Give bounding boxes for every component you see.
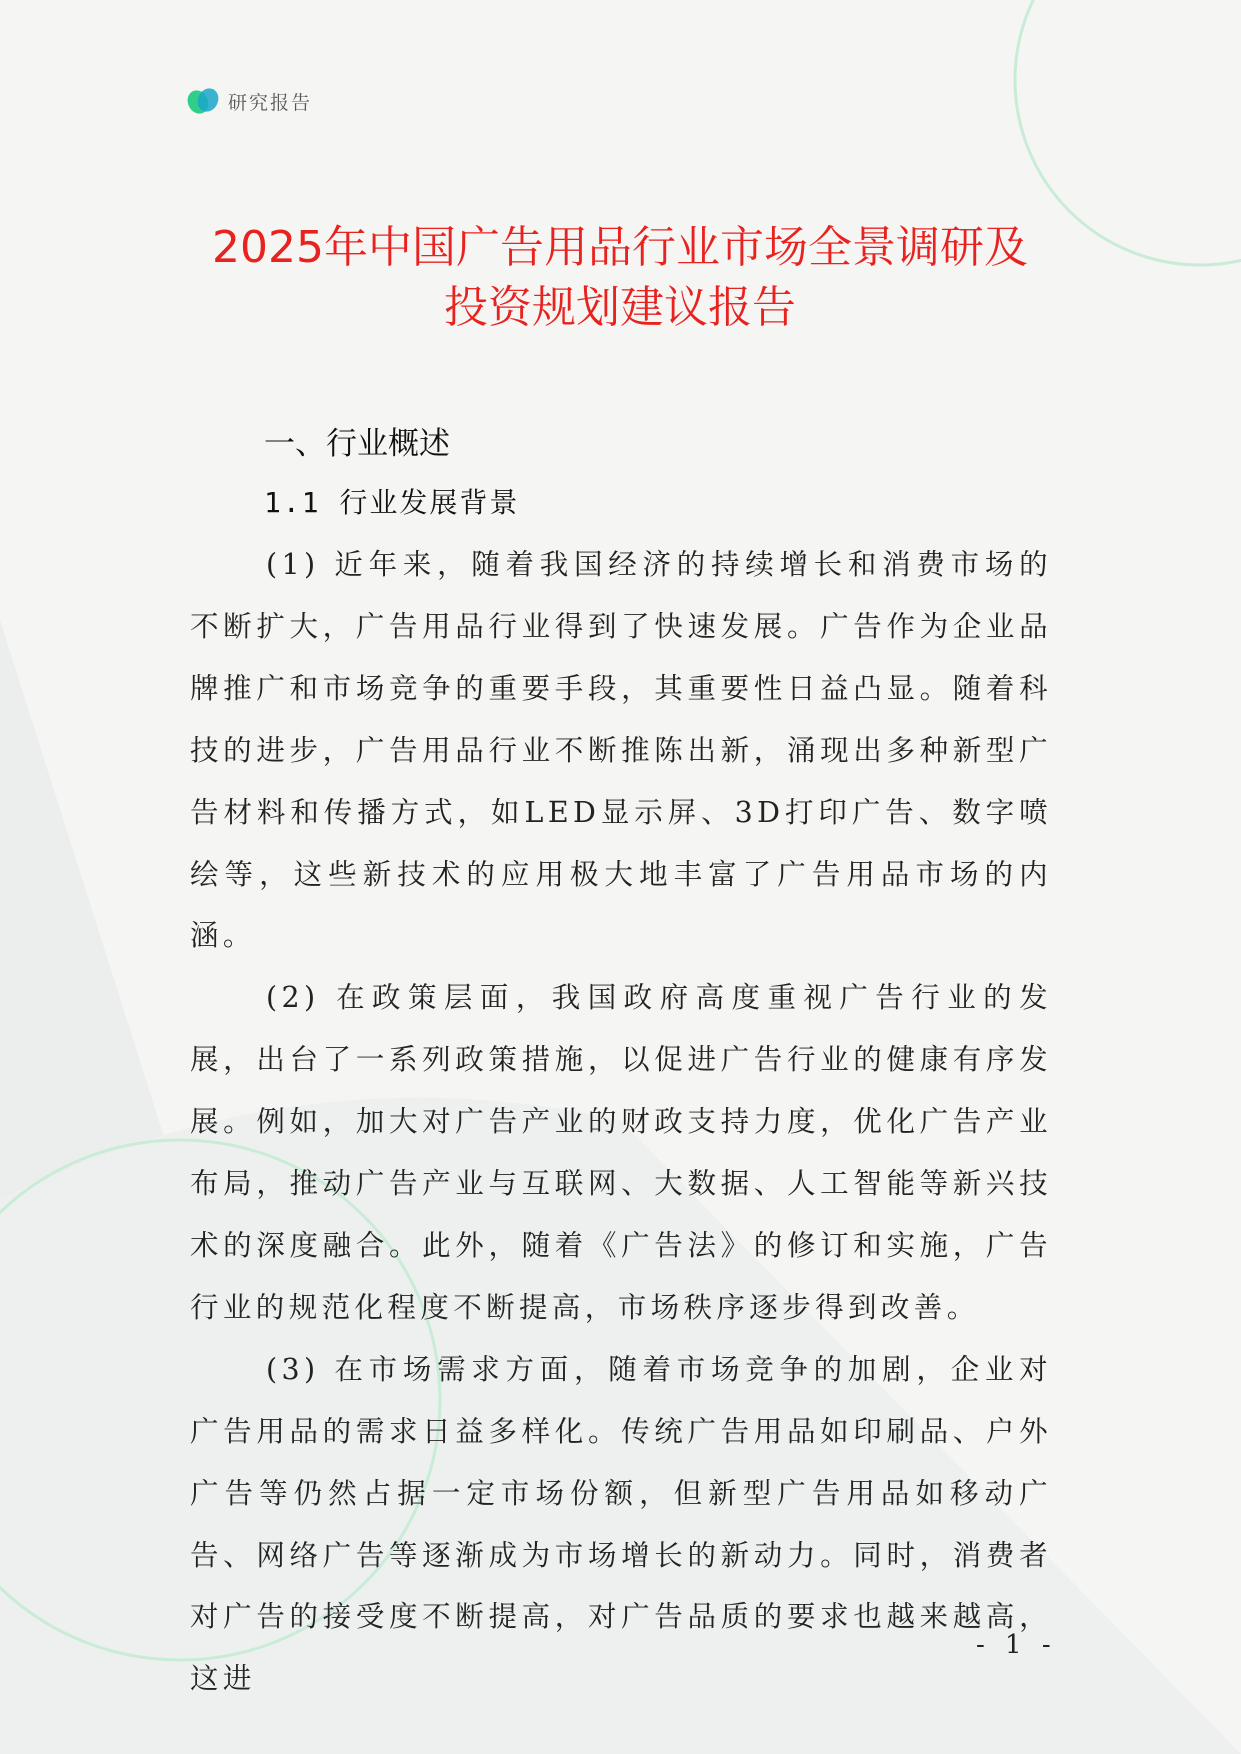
paragraph-2: (2) 在政策层面，我国政府高度重视广告行业的发展，出台了一系列政策措施，以促进广告行业的健康有序发展。例如，加大对广告产业的财政支持力度，优化广告产业布局，推动广告产业与互联网、大数据、人工智能等新兴技术的深度融合。此外，随着《广告法》的修订和实施，广告行业的规范化程度不断提高，市场秩序逐步得到改善。 <box>190 981 1052 1324</box>
page-number: - 1 - <box>976 1630 1057 1660</box>
leaf-logo-icon <box>186 86 220 116</box>
body-text <box>190 534 1052 1710</box>
header-label: 研究报告 <box>228 91 313 114</box>
paragraph-1: (1) 近年来，随着我国经济的持续增长和消费市场的不断扩大，广告用品行业得到了快速发展。广告作为企业品牌推广和市场竞争的重要手段，其重要性日益凸显。随着科技的进步，广告用品行业不断推陈出新，涌现出多种新型广告材料和传播方式，如LED显示屏、3D打印广告、数字喷绘等，这些新技术的应用极大地丰富了广告用品市场的内涵。 <box>190 548 1052 953</box>
title-line-2: 投资规划建议报告 <box>444 282 796 333</box>
document-title <box>120 218 1120 338</box>
subsection-heading: 1.1 行业发展背景 <box>264 486 520 519</box>
header <box>186 86 312 116</box>
title-line-1: 2025年中国广告用品行业市场全景调研及 <box>212 222 1028 273</box>
paragraph-3: (3) 在市场需求方面，随着市场竞争的加剧，企业对广告用品的需求日益多样化。传统广告用品如印刷品、户外广告等仍然占据一定市场份额，但新型广告用品如移动广告、网络广告等逐渐成为市场增长的新动力。同时，消费者对广告的接受度不断提高，对广告品质的要求也越来越高，这进 <box>190 1352 1052 1696</box>
section-heading: 一、行业概述 <box>264 426 450 462</box>
